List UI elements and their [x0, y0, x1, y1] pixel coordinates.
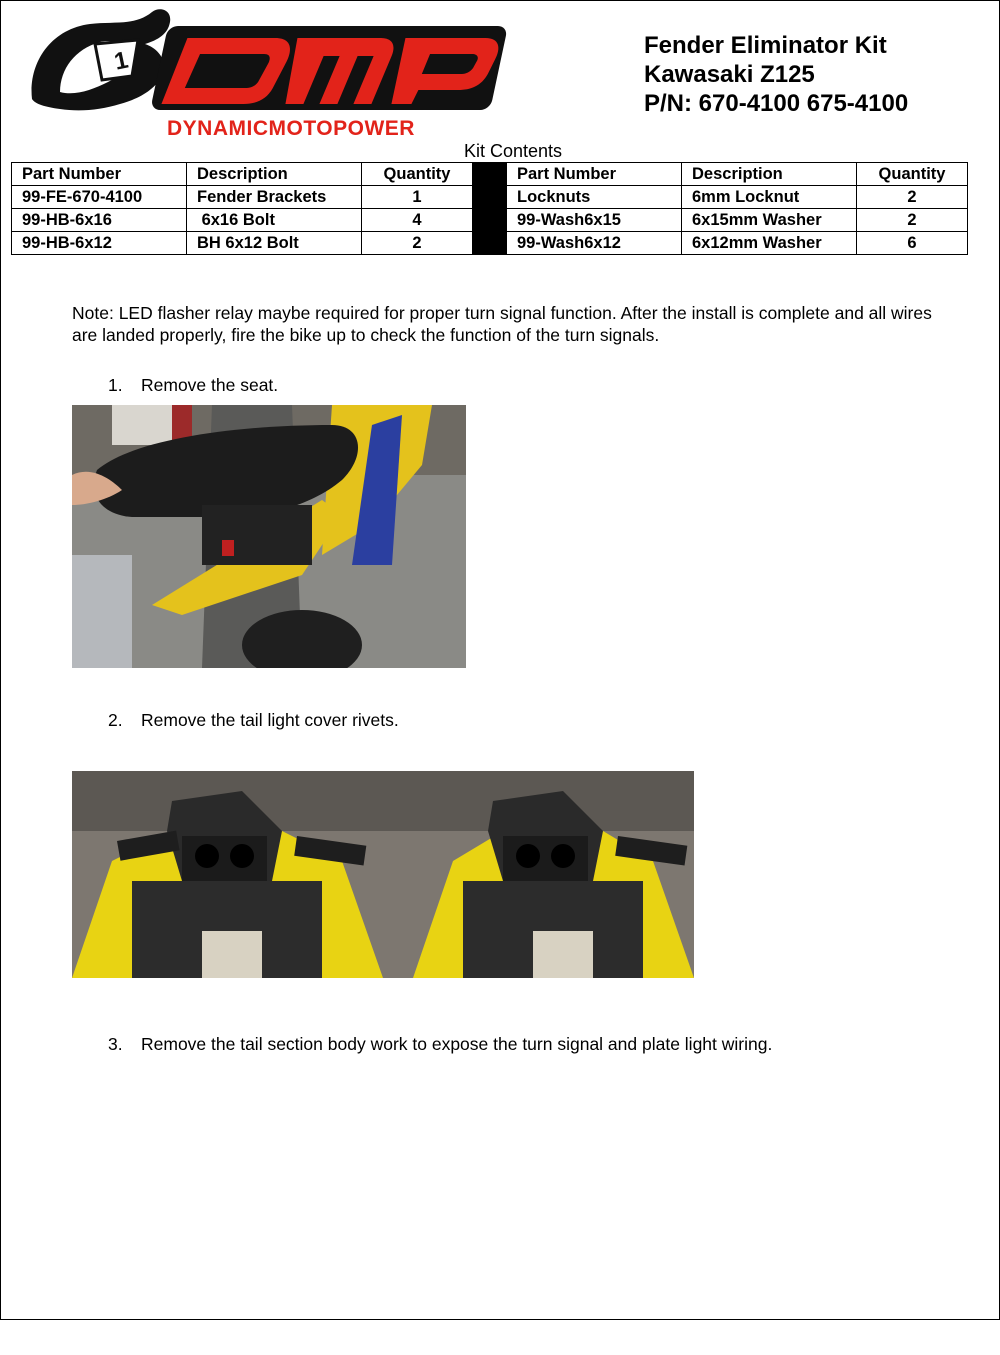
- install-note: Note: LED flasher relay maybe required for proper turn signal function. After the install is complete and all wires are landed properly, fire the bike up to check the function of the turn signals.: [72, 303, 932, 345]
- table-cell: 4: [362, 209, 473, 232]
- table-header-row: [12, 163, 968, 186]
- table-cell: Locknuts: [507, 186, 682, 209]
- kit-contents-table: [11, 162, 968, 255]
- table-divider: [473, 232, 507, 255]
- tail-light-rivets-photo: [72, 771, 694, 978]
- logo-tagline: DYNAMICMOTOPOWER: [167, 117, 415, 140]
- table-cell: 99-FE-670-4100: [12, 186, 187, 209]
- step-text: Remove the tail light cover rivets.: [141, 710, 399, 730]
- table-row: [12, 186, 968, 209]
- table-cell: 99-HB-6x12: [12, 232, 187, 255]
- step-2: [108, 710, 399, 731]
- column-header: Part Number: [507, 163, 682, 186]
- table-cell: 6: [857, 232, 968, 255]
- kit-contents-caption: Kit Contents: [463, 141, 563, 161]
- table-cell: BH 6x12 Bolt: [187, 232, 362, 255]
- step-3: [108, 1034, 772, 1055]
- tail-photo-left: [72, 771, 383, 978]
- table-cell: 6mm Locknut: [682, 186, 857, 209]
- column-header: Description: [187, 163, 362, 186]
- table-cell: 6x12mm Washer: [682, 232, 857, 255]
- vehicle-model: Kawasaki Z125: [644, 61, 815, 88]
- table-cell: 2: [362, 232, 473, 255]
- table-cell: Fender Brackets: [187, 186, 362, 209]
- step-text: Remove the seat.: [141, 375, 279, 395]
- step-1: [108, 375, 278, 396]
- dmp-logo: [20, 4, 520, 139]
- step-number: 1.: [108, 375, 123, 395]
- step-number: 2.: [108, 710, 123, 730]
- part-numbers: P/N: 670-4100 675-4100: [644, 90, 909, 117]
- table-divider: [473, 163, 507, 186]
- table-cell: 6x15mm Washer: [682, 209, 857, 232]
- seat-removal-photo: [72, 405, 466, 668]
- table-cell: 1: [362, 186, 473, 209]
- step-number: 3.: [108, 1034, 123, 1054]
- rider-number: 1: [111, 46, 131, 76]
- table-cell: 99-Wash6x12: [507, 232, 682, 255]
- column-header: Description: [682, 163, 857, 186]
- table-divider: [473, 209, 507, 232]
- table-cell: 99-Wash6x15: [507, 209, 682, 232]
- table-cell: 6x16 Bolt: [187, 209, 362, 232]
- step-text: Remove the tail section body work to expose the turn signal and plate light wiring.: [141, 1034, 773, 1054]
- table-row: [12, 209, 968, 232]
- column-header: Quantity: [857, 163, 968, 186]
- document-title: Fender Eliminator Kit: [644, 32, 887, 59]
- table-cell: 2: [857, 186, 968, 209]
- document-header: [644, 31, 908, 118]
- table-cell: 99-HB-6x16: [12, 209, 187, 232]
- column-header: Quantity: [362, 163, 473, 186]
- table-cell: 2: [857, 209, 968, 232]
- table-divider: [473, 186, 507, 209]
- table-row: [12, 232, 968, 255]
- column-header: Part Number: [12, 163, 187, 186]
